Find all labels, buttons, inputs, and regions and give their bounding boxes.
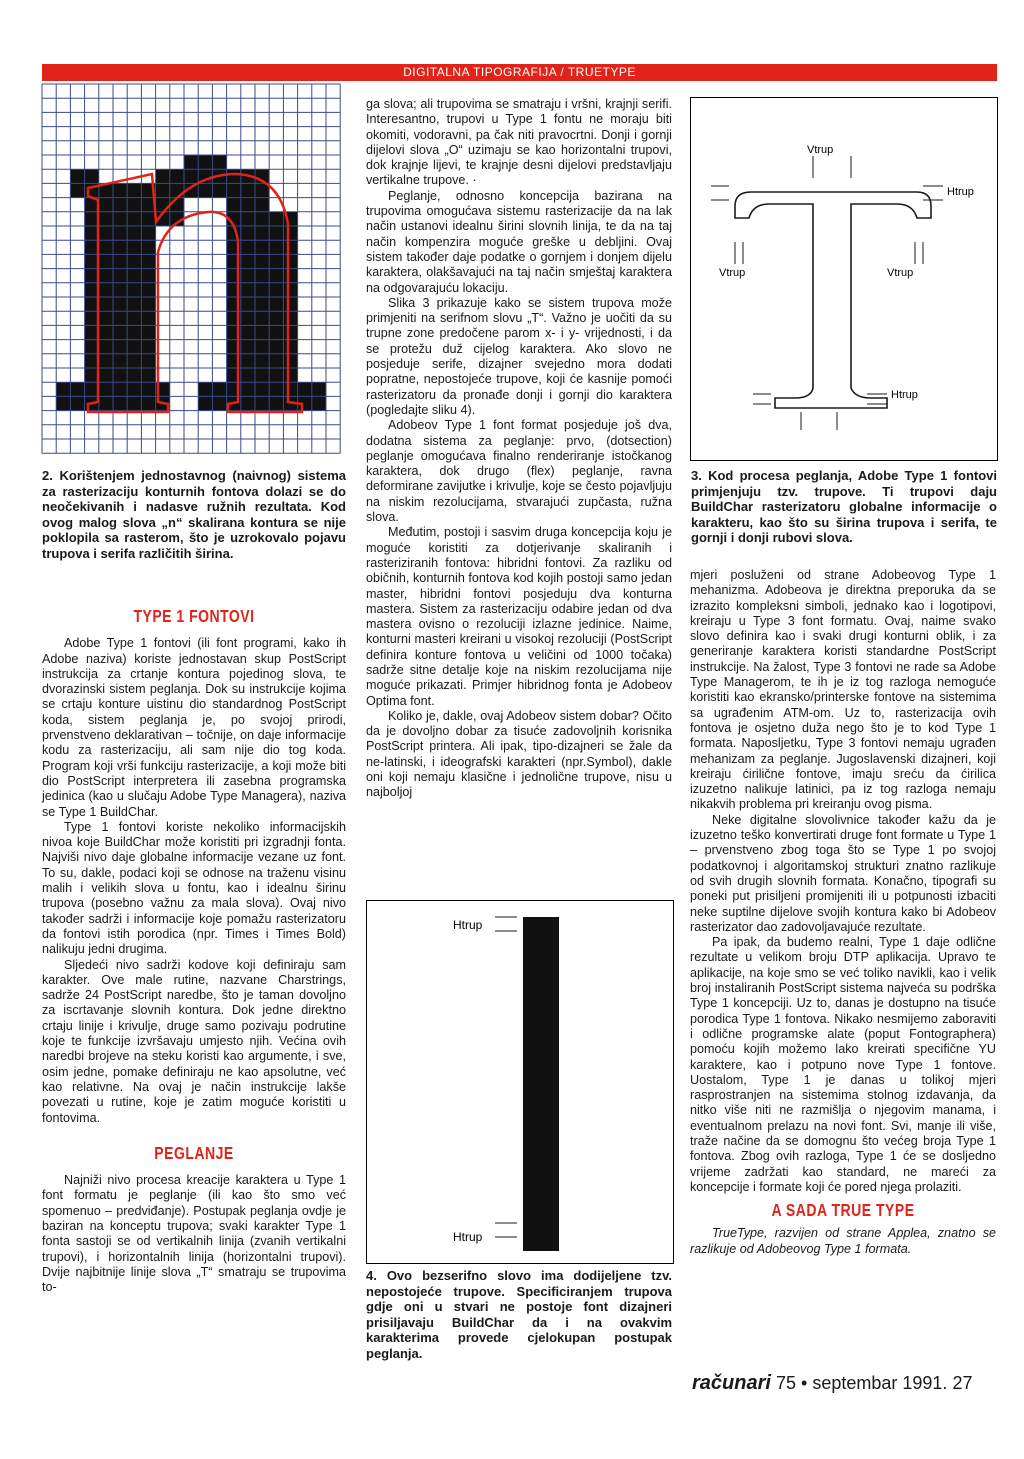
raster-pixel: [283, 297, 297, 311]
raster-pixel: [141, 212, 155, 226]
raster-pixel: [255, 283, 269, 297]
raster-pixel: [198, 183, 212, 197]
raster-pixel: [227, 169, 241, 183]
raster-pixel: [99, 198, 113, 212]
paragraph: Pa ipak, da budemo realni, Type 1 daje odlične rezultate u velikom broju DTP aplikacija. Upravo te aplikacije, na koje smo se već toliko navikli, kao i velik broj instaliranih PostScript sistema najveća su podrška Type 1 koncepciji. Uz to, danas je dostupno na tisuće porodica Type 1 fontova. Nikako nesmijemo zaboraviti i odlične programske alate (poput Fontographera) pomoću kojih možemo lako kreirati specifične YU karaktere, kao i potpuno nove Type 1 fontove. Uostalom, Type 1 je danas u tolikoj mjeri rasprostranjen na sistemima stolnog izdavanja, da nitko više niti ne razmišlja o njegovim manama, i eventualnom prelazu na novi font. Svi, manje ili više, traže načine da se domognu što većeg broja Type 1 fontova. Zbog ovih razloga, Type 1 će se dosljedno vrijeme zadržati kao standard, ne mareći za koncepcije i formate koji će pored njega prolaziti.: [690, 935, 996, 1194]
section-header-bar: DIGITALNA TIPOGRAFIJA / TRUETYPE: [42, 64, 997, 81]
paragraph: Adobe Type 1 fontovi (ili font programi, kako ih Adobe naziva) koriste jednostavan skup PostScript instrukcija za crtanje kontura pojedinog slova, te dvorazinski sistem peglanja. Dok su instrukcije kojima se crtaju konture uistinu dio standardnog PostScript koda, sistem peglanja je, po svojoj prirodi, prvenstveno deklarativan – točnije, on daje informacije kodu za rasterizaciju, ali sam nije dio tog koda. Program koji vrši funkciju rasterizacije, a koji može biti dio PostScript interpretera ili zasebna programska jedinica (kao u slučaju Adobe Type Managera), naziva se Type 1 BuildChar.: [42, 636, 346, 819]
raster-pixel: [127, 198, 141, 212]
raster-pixel: [255, 382, 269, 396]
raster-pixel: [127, 254, 141, 268]
raster-pixel: [141, 226, 155, 240]
raster-pixel: [269, 212, 283, 226]
raster-pixel: [184, 169, 198, 183]
raster-pixel: [241, 226, 255, 240]
raster-pixel: [99, 226, 113, 240]
raster-pixel: [255, 325, 269, 339]
raster-pixel: [255, 269, 269, 283]
raster-pixel: [269, 325, 283, 339]
raster-pixel: [99, 368, 113, 382]
raster-pixel: [255, 396, 269, 410]
raster-pixel: [127, 382, 141, 396]
raster-pixel: [113, 226, 127, 240]
figure-n-grid: [40, 82, 345, 460]
raster-pixel: [312, 396, 326, 410]
raster-pixel: [170, 183, 184, 197]
raster-pixel: [241, 311, 255, 325]
raster-pixel: [141, 396, 155, 410]
raster-pixel: [255, 297, 269, 311]
raster-pixel: [312, 382, 326, 396]
raster-pixel: [212, 382, 226, 396]
raster-pixel: [241, 198, 255, 212]
raster-pixel: [212, 396, 226, 410]
label-htrup-top: Htrup: [947, 186, 974, 198]
raster-pixel: [127, 396, 141, 410]
raster-pixel: [70, 183, 84, 197]
raster-pixel: [113, 297, 127, 311]
column-2: [366, 97, 672, 801]
raster-pixel: [113, 311, 127, 325]
raster-pixel: [127, 226, 141, 240]
figure-3-caption: 3. Kod procesa peglanja, Adobe Type 1 fontovi primjenjuju tzv. trupove. Ti trupovi daju BuildChar rasterizatoru globalne informacije o karakteru, kao što su širina trupova i serifa, te gornji i donji rubovi slova.: [691, 468, 997, 546]
heading-peglanje: PEGLANJE: [154, 1142, 234, 1163]
raster-pixel: [170, 169, 184, 183]
raster-pixel: [269, 269, 283, 283]
raster-pixel: [269, 368, 283, 382]
raster-pixel: [283, 226, 297, 240]
raster-pixel: [113, 325, 127, 339]
raster-pixel: [283, 325, 297, 339]
raster-pixel: [85, 325, 99, 339]
raster-pixel: [283, 311, 297, 325]
paragraph: Peglanje, odnosno koncepcija bazirana na trupovima omogućava sistemu rasterizacije da na lak način ustanovi idealnu širini slovnih linija, te da na taj način kompenzira moguće greške u debljini. Ovaj sistem također daje podatke o gornjem i donjem dijelu karaktera, olakšavajući na taj način smještaj karaktera na odgovarajuću lokaciju.: [366, 188, 672, 295]
raster-pixel: [141, 382, 155, 396]
raster-pixel: [269, 354, 283, 368]
paragraph: ga slova; ali trupovima se smatraju i vršni, krajnji serifi. Interesantno, trupovi u Type 1 fontu ne moraju biti okomiti, vodoravni, pa čak niti pravocrtni. Donji i gornji dijelovi slova „O“ uzimaju se kao horizontalni trupovi, dok krajnje lijevi, te krajnje desni dijelovi predstavljaju vertikalne trupove. ·: [366, 97, 672, 188]
raster-pixel: [113, 283, 127, 297]
raster-pixel: [113, 368, 127, 382]
raster-pixel: [212, 155, 226, 169]
raster-pixel: [156, 169, 170, 183]
paragraph: Međutim, postoji i sasvim druga koncepcija koju je moguće koristiti za dotjerivanje skaliranih i rasteriziranih fontova: hibridni fontovi. Za razliku od običnih, konturnih fontova kod kojih postoji samo jedan master, hibridni fontovi posjeduju dva konturna mastera. Sistem za rasterizaciju odabire jedan od dva mastera ovisno o rezoluciji izlazne jedinice. Naime, konturni masteri kreirani u visokoj rezoluciji (PostScript definira konture fontova u veličini od 1000 točaka) sadrže sitne detalje koje na niskim rezolucijama nije moguće prikazati. Primjer hibridnog fonta je Adobeov Optima font.: [366, 525, 672, 708]
raster-pixel: [141, 297, 155, 311]
raster-pixel: [141, 240, 155, 254]
issue-date: septembar 1991.: [812, 1373, 948, 1393]
raster-pixel: [127, 325, 141, 339]
raster-pixel: [85, 269, 99, 283]
raster-pixel: [283, 254, 297, 268]
paragraph: mjeri posluženi od strane Adobeovog Type 1 mehanizma. Adobeova je direktna preporuka da se izrazito kompleksni simboli, jednako kao i logotipovi, kreiraju u Type 3 font formatu. Ovaj, naime svako slovo definira kao i svaki drugi konturni oblik, i za generiranje karaktera koristi standardne PostScript instrukcije. Na žalost, Type 3 fontovi ne rade sa Adobe Type Managerom, te ih je iz tog razloga nemoguće koristiti kao ekransko/printerske fontove na sistemima sa ugrađenim ATM-om. Uz to, rasterizacija ovih fontova je osjetno duža nego što je to kod Type 1 formata. Naposljetku, Type 3 fontovi nemaju ugrađen mehanizam za peglanje. Jugoslavenski dizajneri, koji kreiraju ćirilične fontove, imaju sreću da ćirilica izuzetno nalikuje latinici, pa iz tog razloga nemaju nikakvih problema pri kreiranju ovog pisma.: [690, 568, 996, 812]
raster-pixel: [85, 368, 99, 382]
bullet: •: [801, 1373, 808, 1393]
raster-pixel: [85, 254, 99, 268]
label-htrup-top: Htrup: [453, 918, 483, 932]
raster-pixel: [227, 198, 241, 212]
raster-pixel: [85, 297, 99, 311]
raster-pixel: [255, 240, 269, 254]
label-htrup-bottom: Htrup: [453, 1230, 483, 1244]
raster-pixel: [269, 340, 283, 354]
raster-pixel: [127, 283, 141, 297]
raster-pixel: [127, 368, 141, 382]
raster-pixel: [255, 254, 269, 268]
figure-4-box: [366, 900, 674, 1264]
raster-pixel: [99, 325, 113, 339]
raster-pixel: [99, 240, 113, 254]
raster-pixel: [241, 254, 255, 268]
raster-pixel: [241, 240, 255, 254]
raster-pixel: [141, 254, 155, 268]
raster-pixel: [141, 283, 155, 297]
paragraph: Type 1 fontovi koriste nekoliko informacijskih nivoa koje BuildChar može koristiti pri izgradnji fonta. Najviši nivo daje globalne informacije vezane uz font. To su, dakle, podaci koji se odnose na traženu visinu malih i velikih slova u fontu, kao i idealnu širinu trupova (posebno važnu za mala slova). Ovaj nivo također sadrži i informacije koje pomažu rasterizatoru da fontovi istih porodica (npr. Times i Times Bold) nalikuju jedni drugima.: [42, 819, 346, 957]
raster-pixel: [127, 311, 141, 325]
raster-pixel: [85, 283, 99, 297]
raster-pixel: [241, 396, 255, 410]
heading-type1-fontovi: TYPE 1 FONTOVI: [133, 605, 255, 626]
raster-pixel: [198, 155, 212, 169]
raster-pixel: [113, 212, 127, 226]
raster-pixel: [127, 340, 141, 354]
raster-pixel: [127, 240, 141, 254]
raster-pixel: [269, 283, 283, 297]
raster-pixel: [141, 354, 155, 368]
raster-pixel: [99, 297, 113, 311]
raster-pixel: [85, 382, 99, 396]
raster-pixel: [269, 382, 283, 396]
paragraph: Adobeov Type 1 font format posjeduje još dva, dodatna sistema za peglanje: prvo, (dotsection) peglanje omogućava finalno renderiranje istočkanog karaktera, dok drugo (flex) peglanje, ravna deformirane zavijutke i krivulje, koje se često pojavljuju na niskim rezolucijama, stvarajući zupčasta, ružna slova.: [366, 418, 672, 525]
raster-pixel: [255, 226, 269, 240]
raster-pixel: [269, 297, 283, 311]
raster-pixel: [127, 183, 141, 197]
raster-pixel: [56, 382, 70, 396]
raster-pixel: [141, 368, 155, 382]
paragraph: TrueType, razvijen od strane Applea, znatno se razlikuje od Adobeovog Type 1 formata.: [690, 1226, 996, 1256]
figure-sans-stem: [367, 901, 673, 1263]
raster-pixel: [212, 183, 226, 197]
raster-pixel: [127, 297, 141, 311]
raster-pixel: [255, 368, 269, 382]
raster-pixel: [255, 212, 269, 226]
raster-pixel: [156, 198, 170, 212]
raster-pixel: [99, 254, 113, 268]
raster-pixel: [99, 396, 113, 410]
raster-pixel: [99, 382, 113, 396]
raster-pixel: [269, 311, 283, 325]
raster-pixel: [85, 240, 99, 254]
paragraph: Najniži nivo procesa kreacije karaktera u Type 1 font formatu je peglanje (ili kao što smo već spomenuo – predviđanje). Postupak peglanja ovdje je baziran na konceptu trupova; svaki karakter Type 1 fonta sastoji se od vertikalnih linija (zvanih vertikalni trupovi), i horizontalnih linija (horizontalni trupovi). Dvije najbitnije linije slova „T“ smatraju se trupovima to-: [42, 1173, 346, 1295]
figure-t-stems: [691, 98, 997, 460]
raster-pixel: [113, 396, 127, 410]
issue-number: 75: [775, 1373, 796, 1393]
raster-pixel: [99, 354, 113, 368]
raster-pixel: [241, 354, 255, 368]
raster-pixel: [255, 354, 269, 368]
figure-3-box: [690, 97, 998, 461]
raster-pixel: [283, 283, 297, 297]
column-1: [42, 595, 346, 1295]
raster-pixel: [241, 212, 255, 226]
raster-pixel: [156, 183, 170, 197]
raster-pixel: [283, 368, 297, 382]
raster-pixel: [241, 283, 255, 297]
raster-pixel: [85, 340, 99, 354]
raster-pixel: [255, 198, 269, 212]
raster-pixel: [283, 354, 297, 368]
raster-pixel: [85, 354, 99, 368]
raster-pixel: [241, 325, 255, 339]
paragraph: Sljedeći nivo sadrži kodove koji definiraju sam karakter. Ove male rutine, nazvane Charstrings, sadrže 24 PostScript naredbe, što je taman dovoljno za iscrtavanje slovnih kontura. Dok jedne direktno crtaju linije i krivulje, druge samo pozivaju podrutine koje te funkcije izvršavaju umjesto njih. Većina ovih naredbi brojeve na steku koristi kao argumente, i sve, osim jedne, pomake definiraju ne kao apsolutne, već kao relativne. Na ovaj je način instrukcije lakše povezati u rutine, koje je zatim moguće koristiti u fontovima.: [42, 957, 346, 1125]
figure-2-caption: 2. Korištenjem jednostavnog (naivnog) sistema za rasterizaciju konturnih fontova dolazi se do neočekivanih i nadasve ružnih rezultata. Kod ovog malog slova „n“ skalirana kontura se nije poklopila sa rasterom, što je uzrokovalo pojavu trupova i serifa različitih širina.: [42, 468, 346, 561]
paragraph: Koliko je, dakle, ovaj Adobeov sistem dobar? Očito da je dovoljno dobar za tisuće zadovoljnih korisnika PostScript printera. Ali ipak, tipo-dizajneri se žale da ne-latinski, i ideografski karakteri (npr.Symbol), dakle oni koji nemaju klasične i jednolične trupove, nisu u najboljoj: [366, 708, 672, 800]
raster-pixel: [283, 240, 297, 254]
raster-pixel: [241, 340, 255, 354]
page-number: 27: [952, 1373, 973, 1393]
heading-true-type: A SADA TRUE TYPE: [771, 1200, 915, 1221]
raster-pixel: [99, 340, 113, 354]
label-htrup-bottom: Htrup: [891, 389, 918, 401]
raster-pixel: [99, 212, 113, 226]
raster-pixel: [113, 354, 127, 368]
raster-pixel: [113, 382, 127, 396]
figure-4-caption: 4. Ovo bezserifno slovo ima dodijeljene tzv. nepostojeće trupove. Specificiranjem trupova gdje oni u stvari ne postoje font dizajneri prisiljavaju BuildChar da i na ovakvim karakterima provede cjelokupan postupak peglanja.: [366, 1268, 672, 1361]
raster-pixel: [283, 340, 297, 354]
raster-pixel: [141, 269, 155, 283]
raster-pixel: [241, 368, 255, 382]
raster-pixel: [241, 183, 255, 197]
raster-pixel: [113, 254, 127, 268]
label-vtrup-right: Vtrup: [887, 267, 914, 279]
raster-pixel: [227, 183, 241, 197]
label-vtrup-top: Vtrup: [807, 144, 834, 156]
raster-pixel: [241, 297, 255, 311]
raster-pixel: [85, 169, 99, 183]
label-vtrup-left: Vtrup: [719, 267, 746, 279]
raster-pixel: [298, 382, 312, 396]
column-3: [690, 568, 996, 1257]
raster-pixel: [99, 283, 113, 297]
raster-pixel: [269, 226, 283, 240]
raster-pixel: [99, 269, 113, 283]
raster-pixel: [113, 198, 127, 212]
raster-pixel: [85, 212, 99, 226]
raster-pixel: [85, 311, 99, 325]
raster-pixel: [85, 226, 99, 240]
raster-pixel: [99, 311, 113, 325]
raster-pixel: [198, 382, 212, 396]
raster-pixel: [269, 240, 283, 254]
raster-pixel: [141, 340, 155, 354]
raster-pixel: [70, 169, 84, 183]
raster-pixel: [113, 183, 127, 197]
t-outline: [735, 192, 931, 408]
raster-pixel: [70, 382, 84, 396]
raster-pixel: [283, 382, 297, 396]
raster-pixel: [283, 269, 297, 283]
raster-pixel: [127, 269, 141, 283]
raster-pixel: [113, 240, 127, 254]
raster-pixel: [255, 311, 269, 325]
raster-pixel: [269, 254, 283, 268]
raster-pixel: [141, 325, 155, 339]
raster-pixel: [184, 155, 198, 169]
raster-pixel: [241, 269, 255, 283]
paragraph: Slika 3 prikazuje kako se sistem trupova može primjeniti na serifnom slovu „T“. Važno je uočiti da su trupne zone predočene parom x- i y- vrijednosti, i da se protežu duž cijelog karaktera. Ako slovo ne posjeduje serife, dizajner svejedno mora dodati popratne, nepostojeće trupove, koji će kasnije pomoći rasterizatoru da pronađe donji i gornji dio karaktera (pogledajte sliku 4).: [366, 295, 672, 417]
raster-pixel: [56, 396, 70, 410]
raster-pixel: [127, 212, 141, 226]
raster-pixel: [113, 269, 127, 283]
paragraph: Neke digitalne slovolivnice također kažu da je izuzetno teško konvertirati druge font formate u Type 1 – prvenstveno zbog toga što se Type 1 po svojoj podatkovnoj i algoritamskoj strukturi znatno razlikuje od svih drugih slovnih formata. Konačno, tipografi su poneki put prisiljeni promijeniti ili u potpunosti izbaciti neke suptilne dijelove svojih kontura kako bi Adobeov rasterizator dao zadovoljavajuće rezultate.: [690, 812, 996, 934]
raster-pixel: [127, 354, 141, 368]
raster-pixel: [269, 396, 283, 410]
raster-pixel: [255, 340, 269, 354]
raster-pixel: [198, 396, 212, 410]
stem-bar: [523, 917, 559, 1251]
raster-pixel: [70, 396, 84, 410]
page-footer: [692, 1372, 992, 1395]
magazine-name: računari: [692, 1372, 771, 1394]
raster-pixel: [141, 311, 155, 325]
raster-pixel: [241, 382, 255, 396]
raster-pixel: [113, 340, 127, 354]
